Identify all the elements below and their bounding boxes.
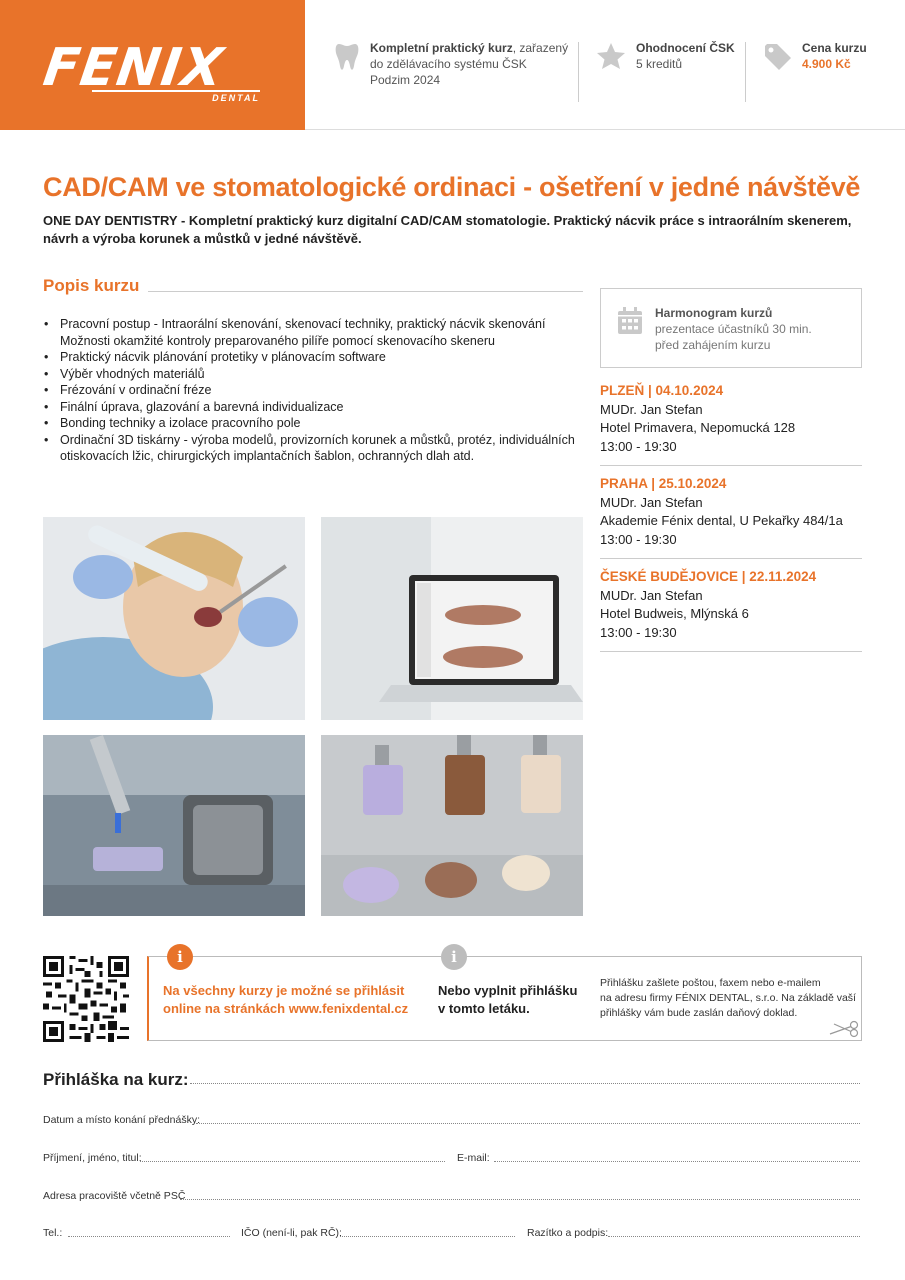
list-item: • Ordinační 3D tiskárny - výroba modelů, provizorních korunek a můstků, protéz, individuálních otiskovacích lžic, chirurgických implantačních šablon, ochranných dlah atd. <box>43 432 588 465</box>
list-item: • Pracovní postup - Intraorální skenování, skenovací techniky, praktický nácvik skenování Možnosti okamžité kontroly preparovaného pilíře pomocí skenovacího skeneru <box>43 316 588 349</box>
calendar-icon <box>617 307 643 335</box>
header-separator <box>745 42 746 102</box>
list-item: • Finální úprava, glazování a barevná individualizace <box>43 399 588 416</box>
course-system: do zdělávacího systému ČSK <box>370 57 527 71</box>
qr-code <box>43 956 129 1042</box>
rating-label: Ohodnocení ČSK <box>636 41 735 55</box>
photo-milling-blocks <box>321 735 583 916</box>
ico-label: IČO (není-li, pak RČ): <box>241 1227 342 1239</box>
price-info <box>802 40 867 72</box>
location-time: 13:00 - 19:30 <box>600 624 677 640</box>
course-type-rest: , zařazený <box>512 41 569 55</box>
online-line: Na všechny kurzy je možné se přihlásit <box>163 983 405 998</box>
date-place-field[interactable] <box>196 1123 860 1124</box>
rating-info <box>636 40 735 72</box>
list-item: • Bonding techniky a izolace pracovního pole <box>43 415 588 432</box>
location-lecturer: MUDr. Jan Stefan <box>600 494 703 510</box>
schedule-line: před zahájením kurzu <box>655 338 771 352</box>
price-tag-icon <box>763 42 793 72</box>
list-item: • Výběr vhodných materiálů <box>43 366 588 383</box>
tooth-icon <box>335 42 359 72</box>
logo-panel <box>0 0 305 130</box>
location-lecturer: MUDr. Jan Stefan <box>600 401 703 417</box>
name-field[interactable] <box>140 1161 445 1162</box>
email-field[interactable] <box>494 1161 860 1162</box>
location-city: ČESKÉ BUDĚJOVICE | 22.11.2024 <box>600 569 817 584</box>
section-title-description: Popis kurzu <box>43 276 140 295</box>
page-title: CAD/CAM ve stomatologické ordinaci - ošetření v jedné návštěvě <box>43 172 861 202</box>
location-venue: Hotel Budweis, Mlýnská 6 <box>600 606 749 621</box>
logo-wordmark: FENIX <box>39 38 228 98</box>
signature-label: Razítko a podpis: <box>527 1227 609 1239</box>
photo-milling-machine <box>43 735 305 916</box>
info-icon: i <box>441 944 467 970</box>
online-registration-text <box>163 982 408 1018</box>
tel-field[interactable] <box>68 1236 230 1237</box>
course-field[interactable] <box>190 1083 860 1084</box>
online-line: online na stránkách www.fenixdental.cz <box>163 1001 409 1016</box>
logo-subtitle: DENTAL <box>92 90 260 103</box>
list-item: • Praktický nácvik plánování protetiky v plánovacím software <box>43 349 588 366</box>
scissors-icon <box>828 1020 860 1038</box>
signature-field[interactable] <box>608 1236 860 1237</box>
paper-form-text <box>438 982 577 1018</box>
location-venue: Hotel Primavera, Nepomucká 128 <box>600 420 796 435</box>
location-praha <box>600 475 862 549</box>
tel-label: Tel.: <box>43 1227 63 1239</box>
form-title: Přihláška na kurz: <box>43 1070 189 1089</box>
location-time: 13:00 - 19:30 <box>600 531 677 547</box>
header-separator <box>578 42 579 102</box>
photo-patient-scan <box>43 517 305 720</box>
location-divider <box>600 465 862 466</box>
postal-instructions <box>600 976 860 1021</box>
location-city: PRAHA | 25.10.2024 <box>600 476 727 491</box>
form-line: v tomto letáku. <box>438 1001 530 1016</box>
name-label: Příjmení, jméno, titul: <box>43 1152 142 1164</box>
price-label: Cena kurzu <box>802 41 867 55</box>
location-plzen <box>600 382 862 456</box>
section-divider <box>148 291 583 292</box>
date-place-label: Datum a místo konání přednášky: <box>43 1114 200 1126</box>
address-label: Adresa pracoviště včetně PSČ <box>43 1190 186 1202</box>
rating-value: 5 kreditů <box>636 57 683 71</box>
list-item: • Frézování v ordinační fréze <box>43 382 588 399</box>
location-budejovice <box>600 568 862 642</box>
post-line: Přihlášku zašlete poštou, faxem nebo e-mailem <box>600 977 821 989</box>
location-lecturer: MUDr. Jan Stefan <box>600 587 703 603</box>
location-divider <box>600 651 862 652</box>
page-subtitle: ONE DAY DENTISTRY - Kompletní praktický kurz digitalní CAD/CAM stomatologie. Praktický nácvik práce s intraorálním skenerem, návrh a výroba korunek a můstků v jedné návštěvě. <box>43 213 852 246</box>
address-field[interactable] <box>180 1199 860 1200</box>
course-info <box>370 40 568 88</box>
location-time: 13:00 - 19:30 <box>600 438 677 454</box>
course-term: Podzim 2024 <box>370 73 441 87</box>
post-line: na adresu firmy FÉNIX DENTAL, s.r.o. Na základě vaší <box>600 992 856 1004</box>
location-city: PLZEŇ | 04.10.2024 <box>600 383 724 398</box>
post-line: přihlášky vám bude zaslán daňový doklad. <box>600 1007 798 1019</box>
photo-laptop-cad <box>321 517 583 720</box>
description-list <box>43 316 588 465</box>
form-line: Nebo vyplnit přihlášku <box>438 983 578 998</box>
schedule-text <box>655 305 812 353</box>
course-type-bold: Kompletní praktický kurz <box>370 41 513 55</box>
price-value: 4.900 Kč <box>802 57 851 71</box>
ico-field[interactable] <box>340 1236 515 1237</box>
schedule-line: prezentace účastníků 30 min. <box>655 322 812 336</box>
email-label: E-mail: <box>457 1152 490 1164</box>
schedule-box <box>600 288 862 368</box>
schedule-title: Harmonogram kurzů <box>655 306 773 320</box>
star-icon <box>596 42 626 70</box>
info-icon: i <box>167 944 193 970</box>
location-divider <box>600 558 862 559</box>
location-venue: Akademie Fénix dental, U Pekařky 484/1a <box>600 513 843 528</box>
header-divider <box>305 129 905 130</box>
